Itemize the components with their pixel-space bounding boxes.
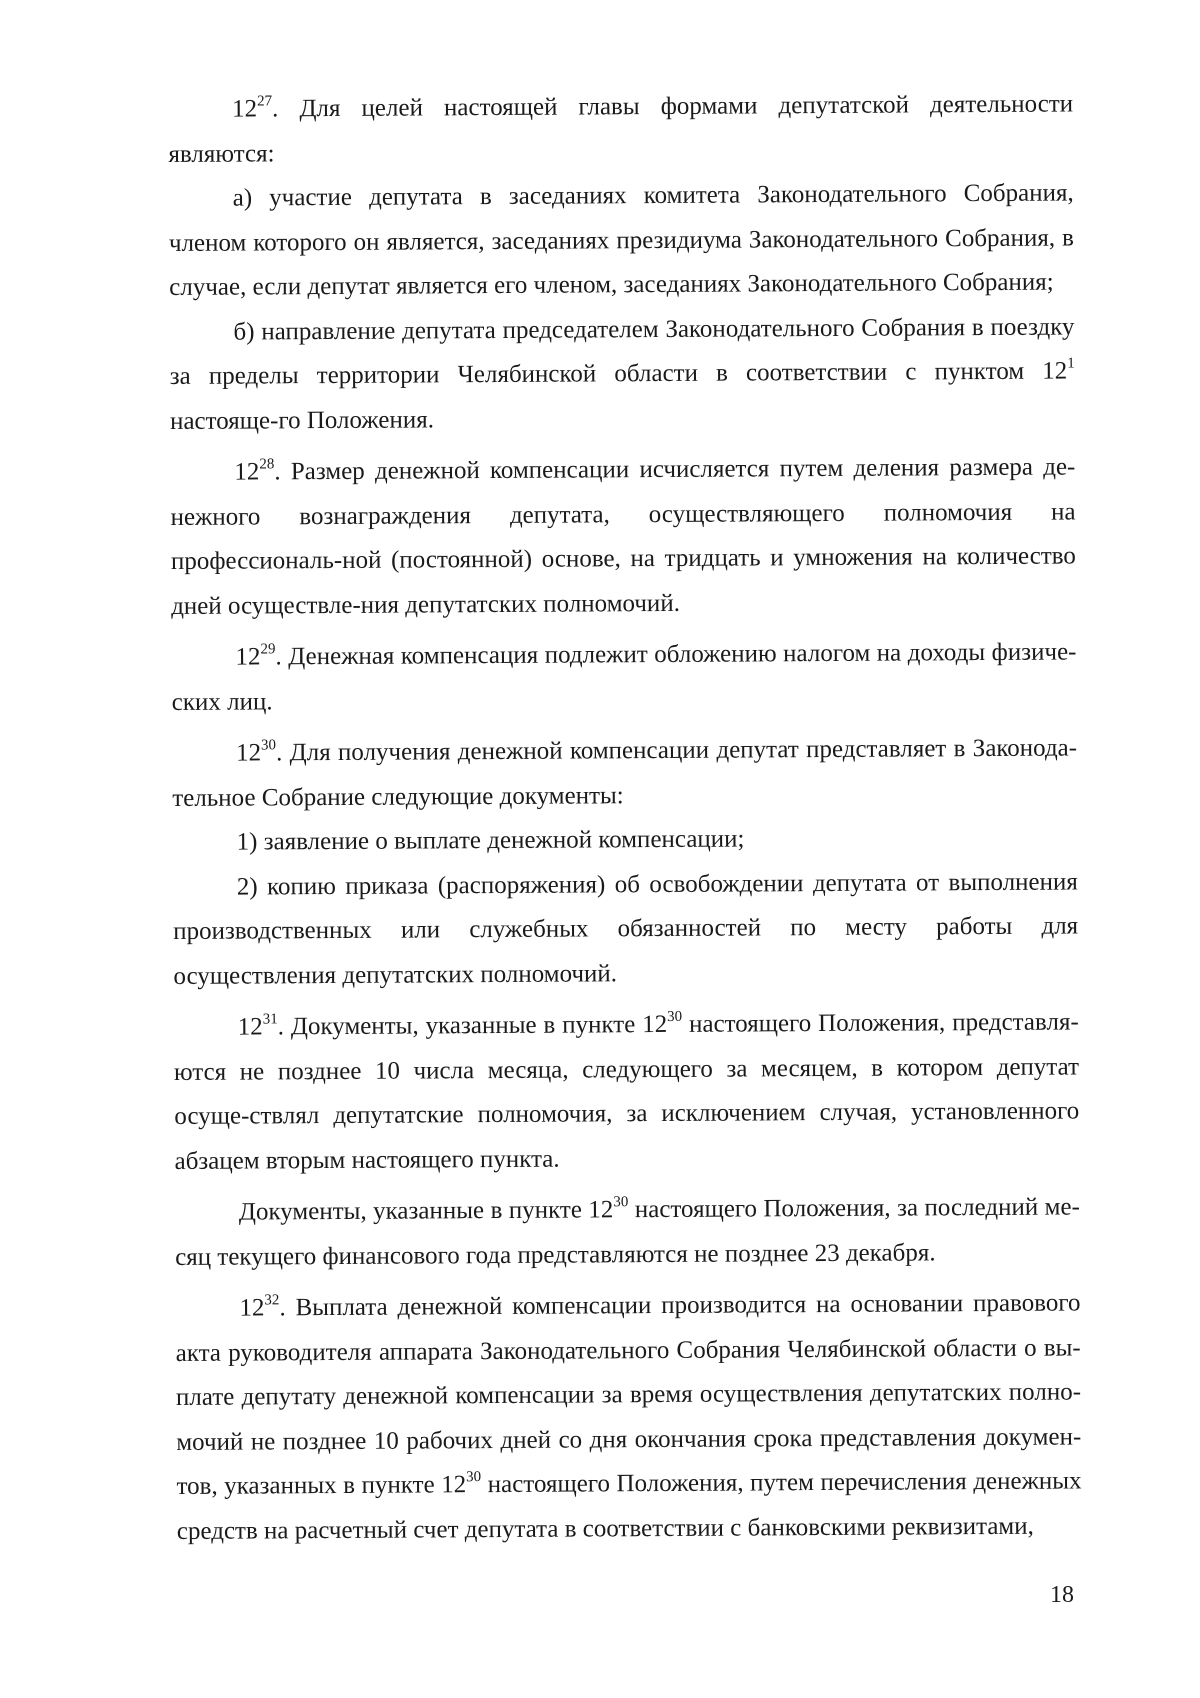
paragraph-12-31 bbox=[174, 1000, 1080, 1184]
paragraph-12-29 bbox=[171, 630, 1077, 725]
section-number-superscript: 32 bbox=[264, 1292, 280, 1309]
section-number-superscript: 31 bbox=[262, 1011, 278, 1028]
paragraph-text: настоящего Положения, за последний ме-сяц текущего финансового года представляются не позднее 23 декабря. bbox=[175, 1193, 1080, 1271]
paragraph-text: настоящего Положения, представля-ются не позднее 10 числа месяца, следующего за месяцем, в котором депутат осуще-ствлял депутатские полномочия, за исключением случая, установленного абзацем вторым настоящего пункта. bbox=[173, 1008, 1080, 1175]
section-number: 12 bbox=[234, 458, 260, 486]
section-number: 12 bbox=[237, 1013, 263, 1041]
paragraph-text: . Для получения денежной компенсации депутат представляет в Законода-тельное Собрание следующие документы: bbox=[172, 734, 1078, 812]
paragraph-text: 2) копию приказа (распоряжения) об освобождении депутата от выполнения производственных или служебных обязанностей по месту работы для осуществления депутатских полномочий. bbox=[173, 867, 1079, 990]
paragraph-text-start: . Документы, указанные в пункте 12 bbox=[277, 1010, 668, 1041]
section-number: 12 bbox=[235, 739, 262, 767]
paragraph-text: . Для целей настоящей главы формами депутатской деятельности являются: bbox=[168, 90, 1074, 168]
section-number: 12 bbox=[235, 643, 261, 671]
section-number: 12 bbox=[239, 1294, 265, 1322]
paragraph-item-1 bbox=[172, 815, 1077, 865]
paragraph-text-start: б) направление депутата председателем Законодательного Собрания в поездку за пределы территории Челябинской области в соответствии с пунктом 12 bbox=[169, 312, 1075, 390]
paragraph-item-2 bbox=[173, 860, 1079, 999]
reference-superscript: 1 bbox=[1067, 355, 1075, 372]
section-number-superscript: 27 bbox=[257, 93, 273, 110]
paragraph-text-start: . Выплата денежной компенсации производится на основании правового акта руководителя аппарата Законодательного Собрания Челябинской области о вы-плате депутату денежной компенсации за время осуществления депутатских полно-мочий не позднее 10 рабочих дней со дня окончания срока представления докумен-тов, указанных в пункте 12 bbox=[175, 1289, 1082, 1500]
section-number-superscript: 29 bbox=[260, 641, 276, 658]
paragraph-text: . Размер денежной компенсации исчисляется путем деления размера де-нежного вознаграждения депутата, осуществляющего полномочия на профессиональ-ной (постоянной) основе, на тридцать и умножения на количество дней осуществле-ния депутатских полномочий. bbox=[170, 453, 1076, 620]
paragraph-text: 1) заявление о выплате денежной компенсации; bbox=[236, 825, 745, 856]
paragraph-text: настоящего Положения, путем перечисления денежных средств на расчетный счет депутата в соответствии с банковскими реквизитами, bbox=[176, 1467, 1082, 1545]
document-body bbox=[168, 82, 1082, 1554]
section-number-superscript: 30 bbox=[260, 737, 277, 754]
paragraph-item-a bbox=[169, 171, 1075, 310]
paragraph-text: настояще-го Положения. bbox=[169, 405, 434, 435]
paragraph-item-b bbox=[169, 305, 1075, 444]
reference-superscript: 30 bbox=[613, 1194, 629, 1211]
paragraph-12-27 bbox=[168, 82, 1074, 177]
paragraph-12-28 bbox=[170, 445, 1076, 629]
paragraph-text: а) участие депутата в заседаниях комитета Законодательного Собрания, членом которого он является, заседаниях президиума Законодательного Собрания, в случае, если депутат является его членом, заседаниях Законодательного Собрания; bbox=[168, 179, 1075, 301]
section-number: 12 bbox=[232, 95, 258, 123]
section-number-superscript: 28 bbox=[259, 456, 275, 473]
paragraph-12-32 bbox=[175, 1281, 1082, 1554]
paragraph-text: . Денежная компенсация подлежит обложению налогом на доходы физиче-ских лиц. bbox=[171, 638, 1077, 716]
paragraph-12-31-second bbox=[175, 1185, 1081, 1280]
page-number: 18 bbox=[1050, 1582, 1074, 1608]
paragraph-text-start: Документы, указанные в пункте 12 bbox=[238, 1196, 614, 1226]
reference-superscript: 30 bbox=[466, 1469, 482, 1486]
paragraph-12-30 bbox=[172, 726, 1078, 821]
reference-superscript: 30 bbox=[667, 1008, 683, 1025]
